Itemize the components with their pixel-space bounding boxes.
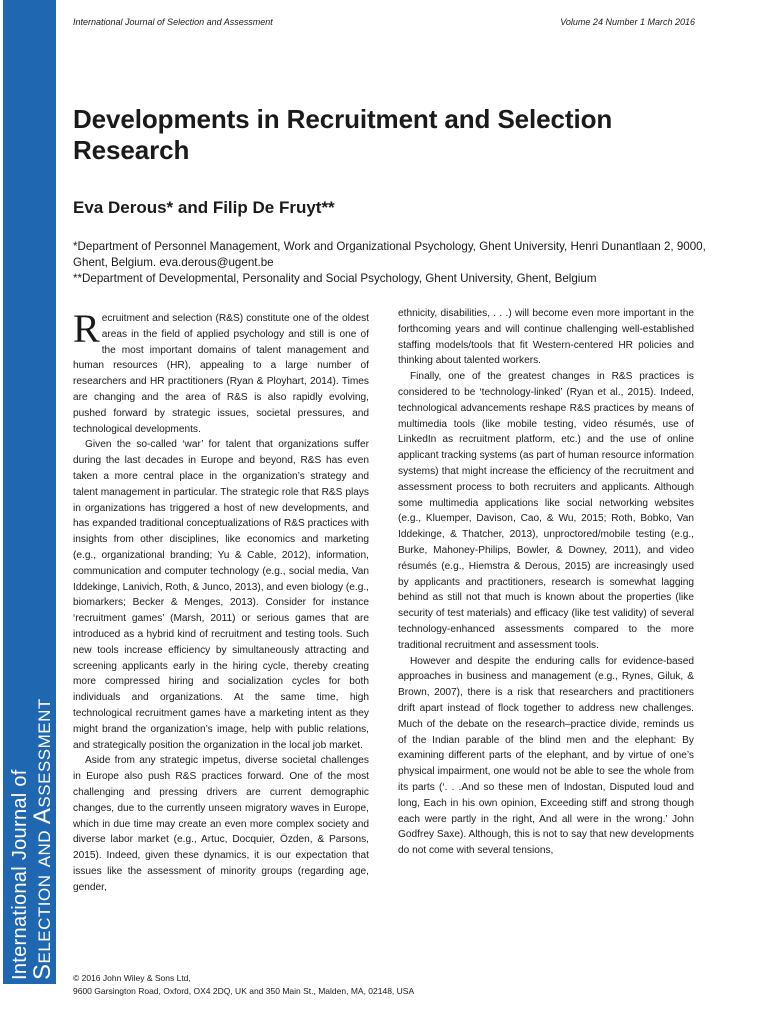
- sidebar-journal-title: [8, 340, 56, 980]
- body-column-left: [73, 306, 369, 895]
- copyright-footer: [73, 972, 414, 998]
- paragraph: ethnicity, disabilities, . . .) will become even more important in the forthcoming years and will continue challenging well-established staffing models/tools that fit Western-centered HR policies and thinking about talented workers.: [398, 308, 694, 367]
- drop-cap: R: [73, 306, 100, 351]
- paragraph: Recruitment and selection (R&S) constitute one of the oldest areas in the field of applied psychology and still is one of the most important domains of talent management and human resources (HR), appealing to a large number of researchers and HR practitioners (Ryan & Ployhart, 2014). Times are changing and the area of R&S is also rapidly evolving, pushed forward by strategic issues, societal pressures, and technological developments.: [73, 306, 369, 435]
- sidebar-title-line2: Selection and Assessment: [29, 698, 56, 980]
- journal-sidebar: [0, 0, 60, 1024]
- running-head-journal: International Journal of Selection and Assessment: [73, 17, 273, 27]
- sidebar-title-line1: International Journal of: [9, 769, 31, 980]
- running-head-issue: Volume 24 Number 1 March 2016: [560, 17, 695, 27]
- paragraph: Aside from any strategic impetus, diverse societal challenges in Europe also push R&S practices forward. One of the most challenging and pressing drivers are current demographic changes, due to the currently unseen migratory waves in Europe, which in due time may create an even more complex society and diverse labor market (e.g., Artuc, Docquier, Özden, & Parsons, 2015). Indeed, given these dynamics, it is our expectation that issues like the assessment of minority groups (regarding age, gender,: [73, 755, 369, 893]
- body-column-right: [398, 306, 694, 859]
- copyright-line: © 2016 John Wiley & Sons Ltd,: [73, 973, 191, 983]
- affiliation-2: **Department of Developmental, Personality and Social Psychology, Ghent University, Ghent, Belgium: [73, 272, 597, 285]
- paragraph: However and despite the enduring calls for evidence-based approaches in business and management (e.g., Rynes, Giluk, & Brown, 2007), there is a risk that researchers and practitioners drift apart instead of flock together to address new challenges. Much of the debate on the research–practice divide, reminds us of the Indian parable of the blind men and the elephant: By examining different parts of the elephant, and by virtue of one’s physical impairment, one would not be able to see the whole from its parts (‘. . .And so these men of Indostan, Disputed loud and long, Each in his own opinion, Exceeding stiff and strong though each were partly in the right, And all were in the wrong.’ John Godfrey Saxe). Although, this is not to say that new developments do not come with several tensions,: [398, 655, 694, 857]
- article-authors: Eva Derous* and Filip De Fruyt**: [73, 198, 335, 217]
- affiliation-1: *Department of Personnel Management, Work and Organizational Psychology, Ghent University, Henri Dunantlaan 2, 9000, Ghent, Belgium. eva.derous@ugent.be: [73, 240, 706, 269]
- paragraph: Finally, one of the greatest changes in R&S practices is considered to be ‘technology-linked’ (Ryan et al., 2015). Indeed, technological advancements reshape R&S practices by means of multimedia tools (like mobile testing, video résumés, use of LinkedIn as recruitment platform, etc.) and the use of online applicant tracking systems (as part of human resource information systems) that might increase the efficiency of the recruitment and assessment process to both recruiters and applicants. Although some multimedia applications like social networking websites (e.g., Kluemper, Davison, Cao, & Wu, 2015; Roth, Bobko, Van Iddekinge, & Thatcher, 2013), unproctored/mobile testing (e.g., Burke, Mahoney-Philips, Bowler, & Downey, 2011), and video résumés (e.g., Hiemstra & Derous, 2015) are increasingly used by applicants and practitioners, research is somewhat lagging behind as still not that much is known about the properties (like security of test materials) and efficacy (like test validity) of several technology-enhanced assessments compared to the more traditional recruitment and assessment tools.: [398, 371, 695, 651]
- article-title: Developments in Recruitment and Selection Research: [73, 104, 613, 165]
- publisher-address: 9600 Garsington Road, Oxford, OX4 2DQ, UK and 350 Main St., Malden, MA, 02148, USA: [73, 986, 415, 996]
- affiliations: [73, 239, 713, 287]
- paragraph: Given the so-called ‘war’ for talent that organizations suffer during the last decades in Europe and beyond, R&S has even taken a more central place in the organization’s strategy and talent management in particular. The strategic role that R&S plays in organizations has triggered a host of new developments, and has expanded traditional conceptualizations of R&S practices with insights from other disciplines, like economics and marketing (e.g., organizational branding; Yu & Cable, 2012), information, communication and computer technology (e.g., social media, Van Iddekinge, Lanivich, Roth, & Junco, 2013), and even biology (e.g., biomarkers; Becker & Menges, 2013). Consider for instance ‘recruitment games’ (Marsh, 2011) or serious games that are introduced as a hybrid kind of recruitment and testing tools. Such new tools increase efficiency by simultaneously attracting and screening applicants early in the hiring cycle, thereby creating more compressed hiring and socialization cycles for both individuals and organizations. At the same time, high technological recruitment games have a marketing intent as they might brand the organization’s image, help with public relations, and strategically position the organization in the local job market.: [73, 439, 369, 751]
